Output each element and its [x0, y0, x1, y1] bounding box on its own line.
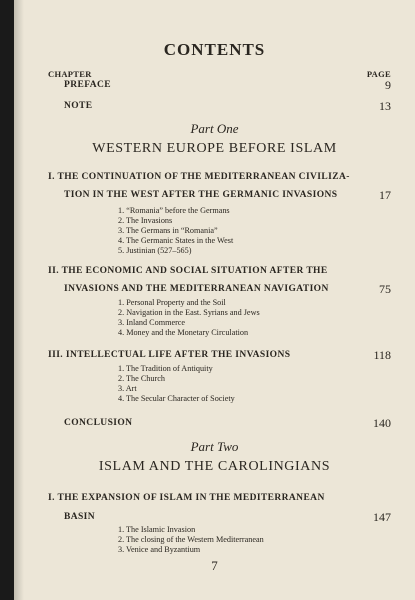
conclusion-entry: CONCLUSION: [64, 418, 133, 428]
chapter-4-page: 147: [373, 510, 391, 524]
subsection: 1. Personal Property and the Soil: [118, 298, 226, 307]
subsection: 4. Money and the Monetary Circulation: [118, 328, 249, 337]
chapter-1-page: 17: [379, 188, 391, 202]
chapter-4-line-2: BASIN: [64, 512, 96, 522]
part-one-label: Part One: [190, 121, 239, 136]
chapter-1-subsections: [118, 206, 233, 256]
subsection: 3. Inland Commerce: [118, 318, 186, 327]
subsection: 5. Justinian (527–565): [118, 246, 192, 255]
chapter-4-line-1: I. THE EXPANSION OF ISLAM IN THE MEDITERRANEAN: [48, 493, 325, 503]
preface-entry: PREFACE: [64, 80, 111, 90]
chapter-3-page: 118: [373, 348, 391, 362]
note-page: 13: [379, 99, 391, 113]
chapter-2-page: 75: [379, 282, 391, 296]
subsection: 1. “Romania” before the Germans: [118, 206, 230, 215]
conclusion-page: 140: [373, 416, 391, 430]
subsection: 3. Venice and Byzantium: [118, 545, 201, 554]
subsection: 2. Navigation in the East. Syrians and Jews: [118, 308, 260, 317]
chapter-2-line-1: II. THE ECONOMIC AND SOCIAL SITUATION AFTER THE: [48, 266, 328, 276]
chapter-2-subsections: [118, 298, 260, 338]
page-header: PAGE: [366, 69, 391, 79]
chapter-header: CHAPTER: [48, 69, 92, 79]
page-number: 7: [211, 558, 218, 573]
chapter-1-line-1: I. THE CONTINUATION OF THE MEDITERRANEAN CIVILIZA-: [48, 172, 350, 182]
part-two-title: ISLAM AND THE CAROLINGIANS: [98, 459, 331, 474]
subsection: 2. The closing of the Western Mediterranean: [118, 535, 264, 544]
subsection: 1. The Tradition of Antiquity: [118, 364, 213, 373]
part-one-title: WESTERN EUROPE BEFORE ISLAM: [92, 141, 337, 156]
subsection: 1. The Islamic Invasion: [118, 525, 196, 534]
subsection: 4. The Germanic States in the West: [118, 236, 234, 245]
subsection: 3. The Germans in “Romania”: [118, 226, 218, 235]
contents-title: CONTENTS: [163, 40, 266, 59]
subsection: 2. The Invasions: [118, 216, 173, 225]
preface-page: 9: [385, 78, 391, 92]
chapter-2-line-2: INVASIONS AND THE MEDITERRANEAN NAVIGATION: [64, 284, 329, 294]
chapter-3-line-1: III. INTELLECTUAL LIFE AFTER THE INVASIONS: [48, 350, 291, 360]
note-entry: NOTE: [64, 101, 93, 111]
subsection: 2. The Church: [118, 374, 165, 383]
chapter-4-subsections: [118, 525, 264, 555]
subsection: 3. Art: [118, 384, 137, 393]
chapter-3-subsections: [118, 364, 235, 404]
part-two-label: Part Two: [190, 439, 239, 454]
book-page: [14, 0, 415, 600]
chapter-1-line-2: TION IN THE WEST AFTER THE GERMANIC INVASIONS: [64, 190, 338, 200]
subsection: 4. The Secular Character of Society: [118, 394, 235, 403]
